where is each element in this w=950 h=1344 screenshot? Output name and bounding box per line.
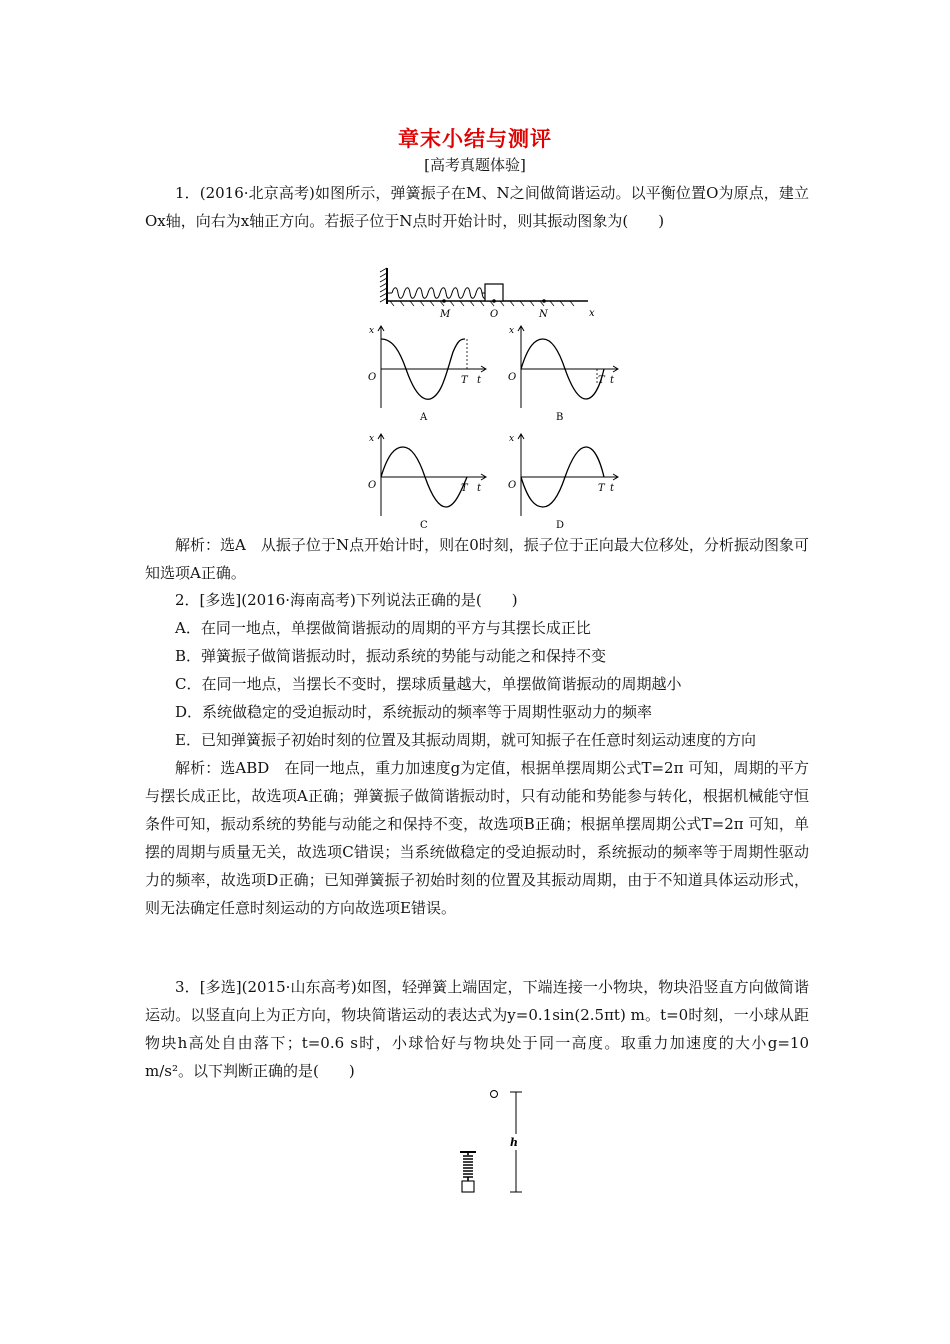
axis-x-label: x xyxy=(589,308,595,319)
graph-option-c xyxy=(368,434,486,531)
question-1-text: 1．(2016·北京高考)如图所示，弹簧振子在M、N之间做简谐运动。以平衡位置O为原点，建立Ox轴，向右为x轴正方向。若振子位于N点时开始计时，则其振动图象为( ) xyxy=(145,184,809,230)
svg-text:O: O xyxy=(368,372,377,383)
point-o-label: O xyxy=(490,309,499,320)
question-2-option-b: B．弹簧振子做简谐振动时，振动系统的势能与动能之和保持不变 xyxy=(175,647,607,665)
graph-option-b xyxy=(508,326,618,423)
svg-text:t: t xyxy=(610,483,615,494)
svg-text:t: t xyxy=(610,375,615,386)
option-b-label: B xyxy=(556,412,564,423)
vertical-spring-icon xyxy=(463,1152,473,1181)
question-3-figure xyxy=(450,1088,540,1198)
svg-text:x: x xyxy=(369,326,375,336)
page-title: 章末小结与测评 xyxy=(398,126,552,151)
section-subtitle: [高考真题体验] xyxy=(424,156,526,174)
question-1 xyxy=(145,179,809,235)
question-1-figure xyxy=(360,262,620,532)
svg-text:x: x xyxy=(509,326,515,336)
svg-text:T: T xyxy=(598,483,605,494)
svg-text:T: T xyxy=(461,375,468,386)
svg-text:O: O xyxy=(368,480,377,491)
question-2-option-c: C．在同一地点，当摆长不变时，摆球质量越大，单摆做简谐振动的周期越小 xyxy=(175,675,682,693)
oscillator-block xyxy=(485,284,503,301)
ball-icon xyxy=(491,1091,498,1098)
question-2-analysis: 解析：选ABD 在同一地点，重力加速度g为定值，根据单摆周期公式T=2π 可知，周期的平方与摆长成正比，故选项A正确；弹簧振子做简谐振动时，只有动能和势能参与转化，根据机械能守恒条件可知，振动系统的势能与动能之和保持不变，故选项B正确；根据单摆周期公式T=2π 可知，单摆的周期与质量无关，故选项C错误；当系统做稳定的受迫振动时，系统振动的频率等于周期性驱动力的频率，故选项D正确；已知弹簧振子初始时刻的位置及其振动周期，由于不知道具体运动形式，则无法确定任意时刻运动的方向故选项E错误。 xyxy=(145,759,809,917)
option-c-label: C xyxy=(420,520,428,531)
graph-option-d xyxy=(508,434,618,531)
question-3-text: 3．[多选](2015·山东高考)如图，轻弹簧上端固定，下端连接一小物块，物块沿竖直方向做简谐运动。以竖直向上为正方向，物块简谐运动的表达式为y=0.1sin(2.5πt) m。t=0时刻，一小球从距物块h高处自由落下；t=0.6 s时，小球恰好与物块处于同一高度。取重力加速度的大小g=10 m/s²。以下判断正确的是( ) xyxy=(145,978,809,1080)
svg-text:T: T xyxy=(461,483,468,494)
graph-option-a xyxy=(368,326,486,423)
option-a-label: A xyxy=(420,412,428,423)
svg-text:T: T xyxy=(598,375,605,386)
question-2-stem: 2．[多选](2016·海南高考)下列说法正确的是( ) xyxy=(175,591,518,609)
svg-text:t: t xyxy=(477,375,482,386)
height-label: h xyxy=(510,1136,518,1149)
svg-text:O: O xyxy=(508,480,517,491)
spring-icon xyxy=(387,288,488,299)
svg-text:x: x xyxy=(509,434,515,444)
question-1-analysis: 解析：选A 从振子位于N点开始计时，则在0时刻，振子位于正向最大位移处，分析振动图象可知选项A正确。 xyxy=(145,536,809,582)
point-m-label: M xyxy=(440,309,451,320)
svg-text:t: t xyxy=(477,483,482,494)
block-icon xyxy=(462,1181,474,1192)
svg-text:O: O xyxy=(508,372,517,383)
option-d-label: D xyxy=(556,520,565,531)
question-2-option-e: E．已知弹簧振子初始时刻的位置及其振动周期，就可知振子在任意时刻运动速度的方向 xyxy=(175,731,756,749)
question-2 xyxy=(145,586,809,922)
point-n-label: N xyxy=(539,309,548,320)
svg-text:x: x xyxy=(369,434,375,444)
question-3 xyxy=(145,973,809,1085)
question-2-option-a: A．在同一地点，单摆做简谐振动的周期的平方与其摆长成正比 xyxy=(175,619,591,637)
question-2-option-d: D．系统做稳定的受迫振动时，系统振动的频率等于周期性驱动力的频率 xyxy=(175,703,653,721)
